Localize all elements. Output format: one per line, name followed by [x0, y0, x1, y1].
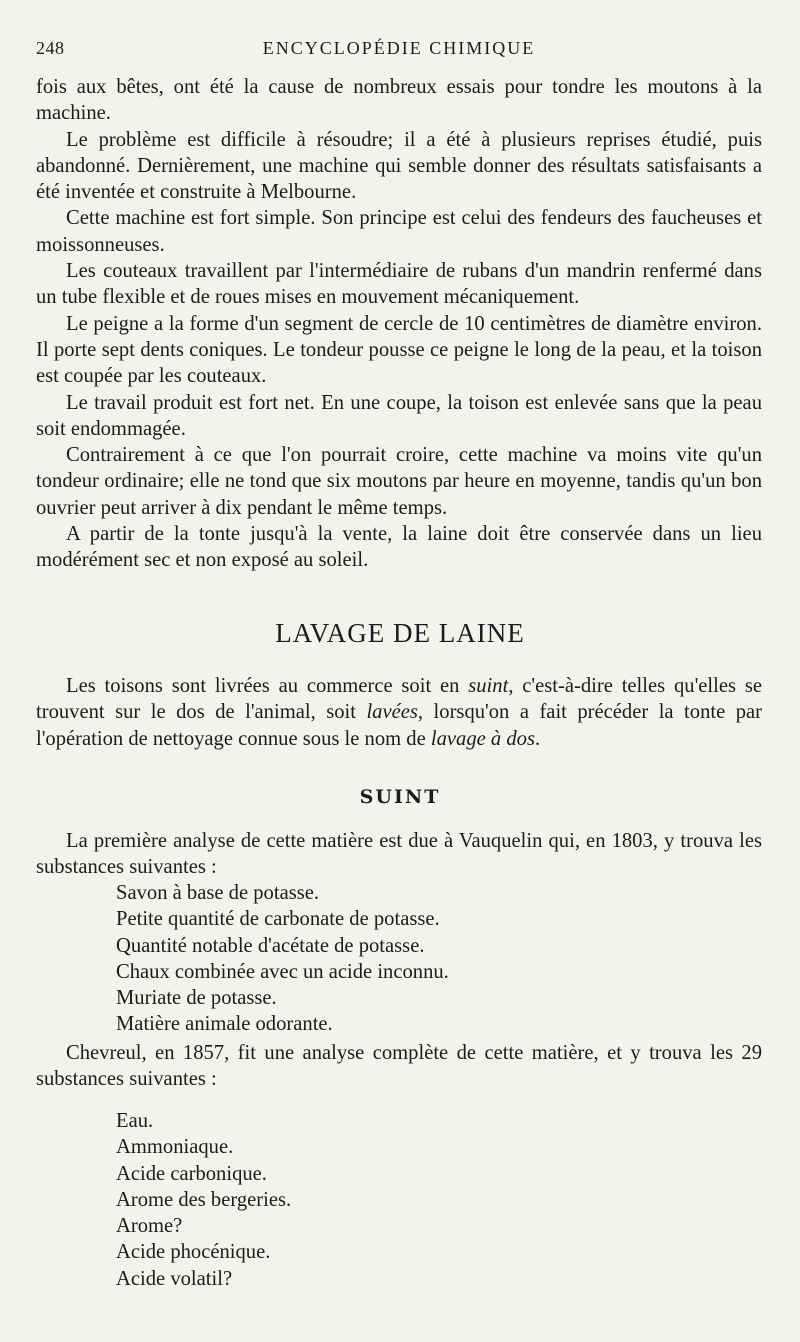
- paragraph: fois aux bêtes, ont été la cause de nombreux essais pour tondre les moutons à la machine.: [36, 76, 762, 125]
- list-item: Acide volatil?: [116, 1267, 233, 1290]
- paragraph: La première analyse de cette matière est due à Vauquelin qui, en 1803, y trouva les substances suivantes :: [36, 830, 762, 879]
- paragraph: Le problème est difficile à résoudre; il a été à plusieurs reprises étudié, puis abandonné. Dernièrement, une machine qui semble donner des résultats satisfaisants a été inventée et construite à Melbourne.: [36, 128, 762, 204]
- subsection-paragraph-1: [36, 828, 762, 881]
- paragraph: Les couteaux travaillent par l'intermédiaire de rubans d'un mandrin renfermé dans un tube flexible et de roues mises en mouvement mécaniquement.: [36, 260, 762, 309]
- subsection-paragraph-2: [36, 1040, 762, 1093]
- paragraph: Les toisons sont livrées au commerce soit en suint, c'est-à-dire telles qu'elles se trouvent sur le dos de l'animal, soit lavées, lorsqu'on a fait précéder la tonte par l'opération de nettoyage connue sous le nom de lavage à dos.: [36, 675, 763, 750]
- intro-text: [36, 74, 762, 574]
- list-item: Savon à base de potasse.: [116, 882, 320, 904]
- substance-list-chevreul: [116, 1108, 291, 1292]
- paragraph: Contrairement à ce que l'on pourrait croire, cette machine va moins vite qu'un tondeur ordinaire; elle ne tond que six moutons par heure en moyenne, tandis qu'un bon ouvrier peut arriver à dix pendant le même temps.: [36, 444, 762, 519]
- list-item: Acide carbonique.: [116, 1162, 267, 1185]
- list-item: Arome?: [116, 1215, 183, 1238]
- substance-list-vauquelin: [116, 880, 449, 1038]
- list-item: Chaux combinée avec un acide inconnu.: [116, 960, 449, 983]
- list-item: Ammoniaque.: [116, 1136, 234, 1159]
- paragraph: Cette machine est fort simple. Son principe est celui des fendeurs des faucheuses et moissonneuses.: [36, 207, 762, 256]
- page-header: [36, 38, 762, 64]
- subsection-heading: SUINT: [359, 786, 441, 808]
- paragraph: Le peigne a la forme d'un segment de cercle de 10 centimètres de diamètre environ. Il porte sept dents coniques. Le tondeur pousse ce peigne le long de la peau, et la toison est coupée par les couteaux.: [36, 312, 762, 388]
- page-number: 248: [36, 38, 65, 58]
- list-item: Acide phocénique.: [116, 1241, 271, 1264]
- list-item: Muriate de potasse.: [116, 987, 277, 1010]
- running-title: ENCYCLOPÉDIE CHIMIQUE: [262, 38, 536, 58]
- paragraph: Chevreul, en 1857, fit une analyse complète de cette matière, et y trouva les 29 substances suivantes :: [36, 1042, 762, 1091]
- list-item: Eau.: [116, 1110, 154, 1132]
- section-heading: LAVAGE DE LAINE: [275, 618, 525, 648]
- paragraph: Le travail produit est fort net. En une coupe, la toison est enlevée sans que la peau soit endommagée.: [36, 391, 762, 440]
- list-item: Matière animale odorante.: [116, 1013, 333, 1036]
- list-item: Quantité notable d'acétate de potasse.: [116, 934, 425, 957]
- list-item: Petite quantité de carbonate de potasse.: [116, 908, 440, 931]
- section-paragraph: [36, 673, 762, 752]
- list-item: Arome des bergeries.: [116, 1188, 292, 1211]
- paragraph: A partir de la tonte jusqu'à la vente, la laine doit être conservée dans un lieu modérément sec et non exposé au soleil.: [36, 523, 762, 572]
